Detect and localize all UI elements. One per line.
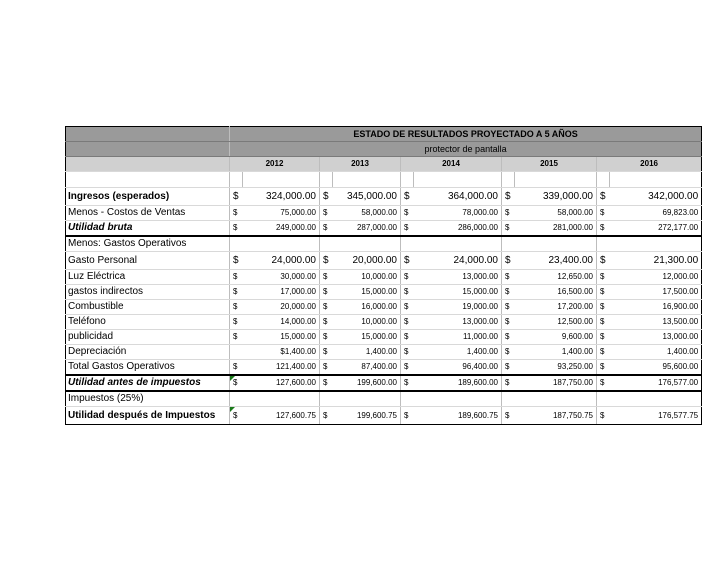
currency-symbol: $ — [502, 206, 515, 221]
value-cell-2016: 16,900.00 — [610, 300, 702, 315]
currency-symbol: $ — [230, 252, 243, 270]
value-cell-2016: 272,177.00 — [610, 221, 702, 237]
value-cell-2012: 14,000.00 — [243, 315, 320, 330]
currency-symbol: $ — [401, 375, 414, 391]
currency-symbol: $ — [401, 221, 414, 237]
value-cell-2016: 21,300.00 — [610, 252, 702, 270]
currency-symbol: $ — [502, 315, 515, 330]
currency-symbol: $ — [320, 221, 333, 237]
value-cell-2016: 17,500.00 — [610, 285, 702, 300]
year-header-2015: 2015 — [502, 157, 597, 172]
blank-row — [66, 172, 702, 188]
currency-symbol: $ — [401, 285, 414, 300]
currency-symbol: $ — [320, 188, 333, 206]
row-label: gastos indirectos — [66, 285, 230, 300]
currency-symbol: $ — [597, 360, 610, 376]
currency-cell — [597, 391, 610, 407]
row-ingresos — [66, 188, 702, 206]
value-cell-2012: $1,400.00 — [243, 345, 320, 360]
value-cell-2014: 189,600.00 — [414, 375, 502, 391]
row-gastos-operativos — [66, 236, 702, 252]
value-cell-2012: 127,600.75 — [243, 407, 320, 425]
row-antes-impuestos — [66, 375, 702, 391]
value-cell-2014: 11,000.00 — [414, 330, 502, 345]
value-cell-2013: 87,400.00 — [333, 360, 401, 376]
value-cell-2015: 23,400.00 — [515, 252, 597, 270]
currency-symbol: $ — [597, 270, 610, 285]
row-depreciacion — [66, 345, 702, 360]
currency-symbol: $ — [230, 407, 243, 425]
currency-symbol: $ — [320, 345, 333, 360]
currency-symbol: $ — [597, 407, 610, 425]
value-cell-2015: 1,400.00 — [515, 345, 597, 360]
currency-symbol: $ — [502, 188, 515, 206]
title-row — [66, 127, 702, 142]
income-statement-sheet — [65, 126, 701, 425]
currency-cell — [230, 236, 243, 252]
value-cell-2012: 249,000.00 — [243, 221, 320, 237]
value-cell-2015: 12,650.00 — [515, 270, 597, 285]
currency-symbol: $ — [597, 221, 610, 237]
value-cell-2013 — [333, 236, 401, 252]
row-label: Depreciación — [66, 345, 230, 360]
row-gasto-personal — [66, 252, 702, 270]
currency-cell — [230, 345, 243, 360]
currency-symbol: $ — [502, 345, 515, 360]
currency-symbol: $ — [230, 270, 243, 285]
currency-symbol: $ — [401, 188, 414, 206]
row-label: Utilidad bruta — [66, 221, 230, 237]
currency-symbol: $ — [320, 300, 333, 315]
value-cell-2013: 15,000.00 — [333, 285, 401, 300]
value-cell-2016: 95,600.00 — [610, 360, 702, 376]
value-cell-2016: 342,000.00 — [610, 188, 702, 206]
value-cell-2012: 324,000.00 — [243, 188, 320, 206]
value-cell-2016 — [610, 236, 702, 252]
year-header-2016: 2016 — [597, 157, 702, 172]
value-cell-2014: 19,000.00 — [414, 300, 502, 315]
value-cell-2014: 13,000.00 — [414, 315, 502, 330]
year-header-2014: 2014 — [401, 157, 502, 172]
currency-symbol: $ — [597, 188, 610, 206]
value-cell-2016: 176,577.75 — [610, 407, 702, 425]
value-cell-2014: 13,000.00 — [414, 270, 502, 285]
value-cell-2012: 121,400.00 — [243, 360, 320, 376]
currency-symbol: $ — [597, 330, 610, 345]
value-cell-2013: 58,000.00 — [333, 206, 401, 221]
value-cell-2015: 93,250.00 — [515, 360, 597, 376]
value-cell-2015: 16,500.00 — [515, 285, 597, 300]
row-label: Teléfono — [66, 315, 230, 330]
value-cell-2016: 12,000.00 — [610, 270, 702, 285]
currency-symbol: $ — [502, 375, 515, 391]
value-cell-2015: 339,000.00 — [515, 188, 597, 206]
row-label: Menos - Costos de Ventas — [66, 206, 230, 221]
value-cell-2015: 58,000.00 — [515, 206, 597, 221]
year-header-2013: 2013 — [320, 157, 401, 172]
currency-cell — [320, 236, 333, 252]
currency-symbol: $ — [597, 206, 610, 221]
value-cell-2014 — [414, 391, 502, 407]
subtitle-row — [66, 142, 702, 157]
currency-symbol: $ — [401, 206, 414, 221]
value-cell-2012: 75,000.00 — [243, 206, 320, 221]
value-cell-2014: 24,000.00 — [414, 252, 502, 270]
value-cell-2015: 187,750.75 — [515, 407, 597, 425]
statement-title: ESTADO DE RESULTADOS PROYECTADO A 5 AÑOS — [230, 127, 702, 142]
value-cell-2012 — [243, 391, 320, 407]
currency-symbol: $ — [502, 221, 515, 237]
row-label: Ingresos (esperados) — [66, 188, 230, 206]
currency-symbol: $ — [230, 360, 243, 376]
currency-cell — [401, 391, 414, 407]
row-label: Combustible — [66, 300, 230, 315]
currency-symbol: $ — [597, 285, 610, 300]
value-cell-2012 — [243, 236, 320, 252]
row-total-gastos — [66, 360, 702, 376]
currency-symbol: $ — [401, 315, 414, 330]
value-cell-2012: 20,000.00 — [243, 300, 320, 315]
currency-symbol: $ — [320, 315, 333, 330]
currency-symbol: $ — [320, 252, 333, 270]
year-header-row — [66, 157, 702, 172]
currency-symbol: $ — [320, 270, 333, 285]
value-cell-2016 — [610, 391, 702, 407]
row-label: Impuestos (25%) — [66, 391, 230, 407]
value-cell-2015 — [515, 391, 597, 407]
currency-symbol: $ — [320, 330, 333, 345]
value-cell-2013: 345,000.00 — [333, 188, 401, 206]
row-luz — [66, 270, 702, 285]
value-cell-2013: 10,000.00 — [333, 315, 401, 330]
value-cell-2016: 13,000.00 — [610, 330, 702, 345]
value-cell-2012: 127,600.00 — [243, 375, 320, 391]
currency-symbol: $ — [401, 252, 414, 270]
row-costos — [66, 206, 702, 221]
value-cell-2014: 189,600.75 — [414, 407, 502, 425]
error-indicator-icon — [230, 376, 235, 381]
year-header-2012: 2012 — [230, 157, 320, 172]
value-cell-2013: 20,000.00 — [333, 252, 401, 270]
currency-symbol: $ — [597, 375, 610, 391]
currency-symbol: $ — [597, 315, 610, 330]
row-label: Luz Eléctrica — [66, 270, 230, 285]
title-spacer — [66, 127, 230, 142]
value-cell-2016: 1,400.00 — [610, 345, 702, 360]
currency-symbol: $ — [597, 345, 610, 360]
currency-cell — [597, 236, 610, 252]
value-cell-2015 — [515, 236, 597, 252]
row-telefono — [66, 315, 702, 330]
value-cell-2012: 24,000.00 — [243, 252, 320, 270]
value-cell-2013: 10,000.00 — [333, 270, 401, 285]
currency-symbol: $ — [320, 407, 333, 425]
value-cell-2014: 78,000.00 — [414, 206, 502, 221]
value-cell-2016: 176,577.00 — [610, 375, 702, 391]
value-cell-2012: 15,000.00 — [243, 330, 320, 345]
currency-symbol: $ — [320, 206, 333, 221]
value-cell-2013: 16,000.00 — [333, 300, 401, 315]
value-cell-2012: 30,000.00 — [243, 270, 320, 285]
value-cell-2013: 199,600.75 — [333, 407, 401, 425]
value-cell-2013: 199,600.00 — [333, 375, 401, 391]
row-label: Gasto Personal — [66, 252, 230, 270]
currency-symbol: $ — [320, 360, 333, 376]
currency-symbol: $ — [230, 285, 243, 300]
currency-symbol: $ — [401, 300, 414, 315]
currency-cell — [401, 236, 414, 252]
error-indicator-icon — [230, 407, 235, 412]
value-cell-2013: 1,400.00 — [333, 345, 401, 360]
currency-symbol: $ — [502, 252, 515, 270]
currency-cell — [230, 391, 243, 407]
income-statement-table — [65, 126, 702, 425]
row-impuestos — [66, 391, 702, 407]
currency-cell — [502, 391, 515, 407]
row-label: Utilidad después de Impuestos — [66, 407, 230, 425]
currency-symbol: $ — [401, 270, 414, 285]
currency-symbol: $ — [597, 300, 610, 315]
value-cell-2014: 364,000.00 — [414, 188, 502, 206]
row-utilidad-bruta — [66, 221, 702, 237]
currency-symbol: $ — [230, 206, 243, 221]
value-cell-2015: 281,000.00 — [515, 221, 597, 237]
value-cell-2013: 15,000.00 — [333, 330, 401, 345]
value-cell-2014: 286,000.00 — [414, 221, 502, 237]
value-cell-2012: 17,000.00 — [243, 285, 320, 300]
value-cell-2015: 12,500.00 — [515, 315, 597, 330]
currency-symbol: $ — [320, 375, 333, 391]
row-label: Menos: Gastos Operativos — [66, 236, 230, 252]
currency-symbol: $ — [230, 221, 243, 237]
row-despues-impuestos — [66, 407, 702, 425]
value-cell-2014: 96,400.00 — [414, 360, 502, 376]
currency-symbol: $ — [230, 300, 243, 315]
currency-symbol: $ — [502, 300, 515, 315]
row-label: publicidad — [66, 330, 230, 345]
subtitle-spacer — [66, 142, 230, 157]
currency-symbol: $ — [502, 330, 515, 345]
currency-symbol: $ — [320, 285, 333, 300]
currency-symbol: $ — [230, 330, 243, 345]
value-cell-2015: 9,600.00 — [515, 330, 597, 345]
statement-subtitle: protector de pantalla — [230, 142, 702, 157]
value-cell-2015: 187,750.00 — [515, 375, 597, 391]
row-publicidad — [66, 330, 702, 345]
value-cell-2014: 1,400.00 — [414, 345, 502, 360]
row-label: Total Gastos Operativos — [66, 360, 230, 376]
currency-symbol: $ — [401, 345, 414, 360]
value-cell-2013: 287,000.00 — [333, 221, 401, 237]
row-combustible — [66, 300, 702, 315]
value-cell-2015: 17,200.00 — [515, 300, 597, 315]
currency-cell — [502, 236, 515, 252]
currency-cell — [320, 391, 333, 407]
year-header-spacer — [66, 157, 230, 172]
value-cell-2016: 13,500.00 — [610, 315, 702, 330]
currency-symbol: $ — [230, 315, 243, 330]
value-cell-2013 — [333, 391, 401, 407]
currency-symbol: $ — [401, 407, 414, 425]
currency-symbol: $ — [230, 188, 243, 206]
currency-symbol: $ — [230, 375, 243, 391]
currency-symbol: $ — [597, 252, 610, 270]
row-indirectos — [66, 285, 702, 300]
currency-symbol: $ — [502, 360, 515, 376]
value-cell-2014: 15,000.00 — [414, 285, 502, 300]
currency-symbol: $ — [502, 407, 515, 425]
currency-symbol: $ — [502, 285, 515, 300]
currency-symbol: $ — [502, 270, 515, 285]
row-label: Utilidad antes de impuestos — [66, 375, 230, 391]
currency-symbol: $ — [401, 360, 414, 376]
currency-symbol: $ — [401, 330, 414, 345]
value-cell-2014 — [414, 236, 502, 252]
value-cell-2016: 69,823.00 — [610, 206, 702, 221]
